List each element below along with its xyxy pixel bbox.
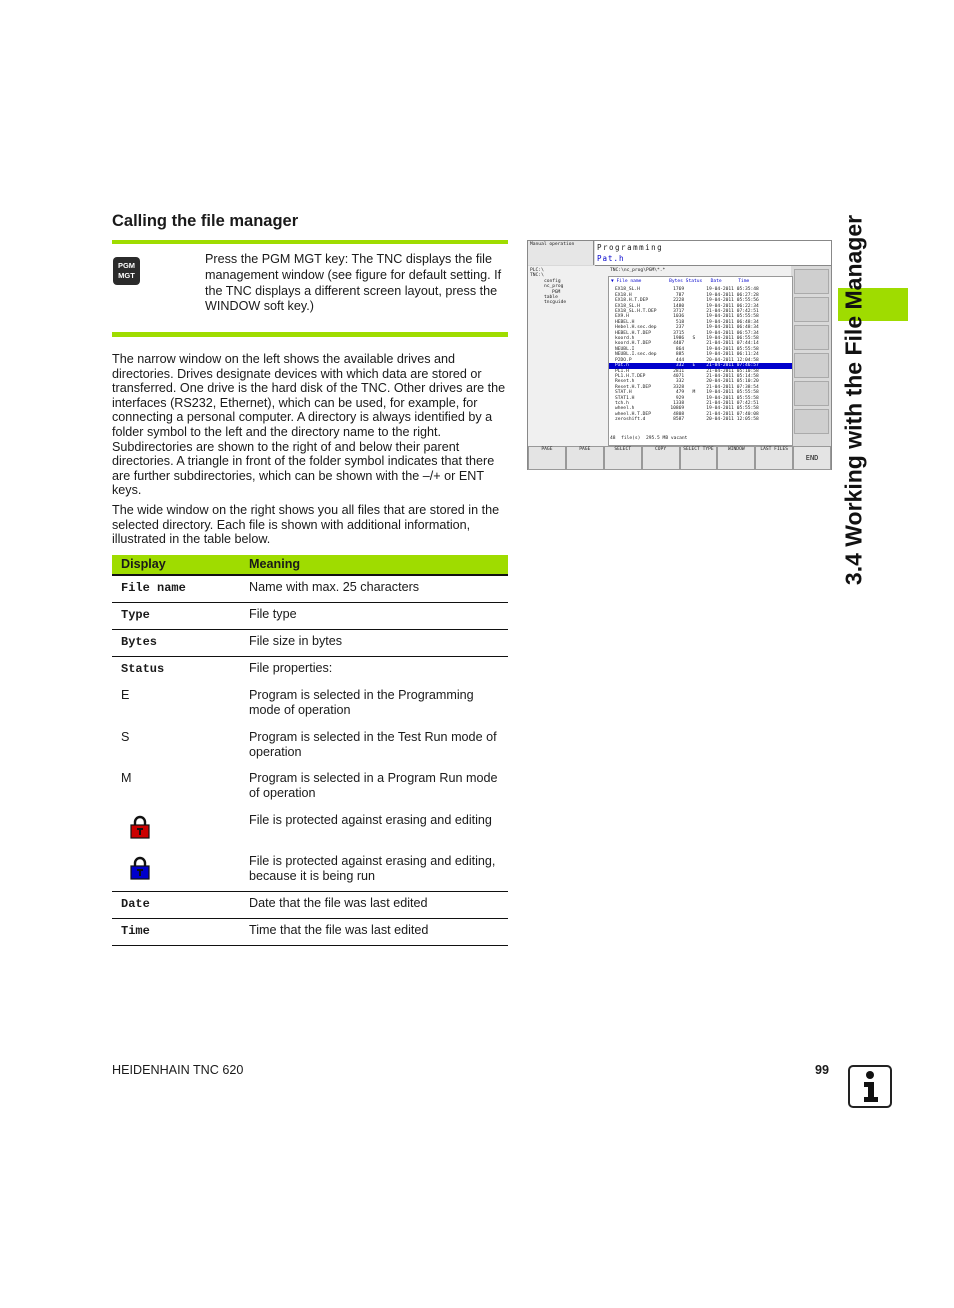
table-row-meaning: Time that the file was last edited [249,923,429,937]
softkey-last-files[interactable]: LAST FILES [755,446,793,470]
softkey-select[interactable]: SELECT [604,446,642,470]
file-row[interactable]: STAT1.H 929 19-04-2011 05:55:58 [615,395,759,401]
pgm-mgt-key-icon [113,257,140,285]
row-divider [112,629,508,630]
section-title: Calling the file manager [112,212,299,230]
table-row-meaning: Program is selected in a Program Run mode of operation [249,771,498,800]
file-row[interactable]: NEUBL.I.sec.dep 885 19-04-2011 06:11:24 [615,352,759,358]
paragraph-drives: The narrow window on the left shows the available drives and directories. Drives designate devices with which data are stored or transferred. One drive is the hard disk of the TNC. Other drives are the interfaces (RS232, Ethernet), which can be used, for example, for connecting a personal computer. A directory is always identified by a folder symbol to the left and the directory name to the right. Subdirectories are shown to the right of and below their parent directories. A triangle in front of the folder symbol indicates that there are further subdirectories, which can be shown with the –/+ or ENT keys. [112,352,506,498]
table-row-display: M [121,771,132,785]
softkey-copy[interactable]: COPY [642,446,680,470]
file-row[interactable]: NEUBL.I 864 19-04-2011 05:55:58 [615,346,759,352]
file-row[interactable]: STAT.H 479 M 19-04-2011 05:55:58 [615,390,759,396]
table-row-meaning: File is protected against erasing and editing, because it is being run [249,854,496,883]
header-display: Display [121,557,166,571]
chapter-side-title-text: 3.4 Working with the File Manager [840,214,867,586]
tree-item[interactable]: TNC:\ [530,273,544,279]
info-glyph-icon [850,1067,890,1106]
tree-item[interactable]: tncguide [544,300,567,306]
tree-item[interactable]: table [544,295,558,301]
mode-title: Programming [597,243,664,252]
info-icon [848,1065,892,1108]
table-row-display: Time [121,924,150,938]
file-row[interactable]: EX18.H 787 19-04-2011 06:27:28 [615,292,759,298]
table-row-meaning: File properties: [249,661,333,675]
softkey-bar [528,446,831,470]
tree-item[interactable]: PLC:\ [530,268,544,273]
file-row[interactable]: EX18_SL.H 1480 19-04-2011 06:22:34 [615,303,759,309]
table-row-meaning: Date that the file was last edited [249,896,428,910]
row-divider [112,918,508,919]
status-line: 48 file(s) 295.5 MB vacant [610,436,688,441]
file-row[interactable]: PL1.H 2811 21-04-2011 05:10:58 [615,368,759,374]
table-row-display: Date [121,897,150,911]
blue-lock-icon [128,856,152,880]
header-meaning: Meaning [249,557,301,571]
file-row[interactable]: zeroshift.d 8587 20-04-2011 12:05:58 [615,417,759,423]
top-divider [112,240,508,244]
file-list-header: ▼ File name Bytes Status Date Time [611,279,750,284]
chapter-side-title [824,210,884,590]
file-row[interactable]: tch.h 1338 21-04-2011 07:42:51 [615,400,759,406]
file-row[interactable]: wheel.H.T.DEP 4808 21-04-2011 07:40:08 [615,411,759,417]
file-row[interactable]: koord.H.T.DEP 4407 21-04-2011 07:44:14 [615,341,759,347]
file-row[interactable]: P2DO.P 444 20-04-2011 12:04:58 [615,357,759,363]
table-row-meaning: Name with max. 25 characters [249,580,420,594]
table-row-meaning: Program is selected in the Programming mode of operation [249,688,474,717]
step-instruction: Press the PGM MGT key: The TNC displays the file management window (see figure for default setting. If the TNC displays a different screen layout, press the WINDOW soft key.) [205,252,502,314]
mode-label: Manual operation [528,241,594,265]
file-row[interactable]: koord.h 1986 S 19-04-2011 06:55:58 [615,336,759,342]
softkey-page-down[interactable]: PAGE [566,446,604,470]
file-manager-screenshot [527,240,832,470]
file-row[interactable]: Hebel.H.sec.dep 237 19-04-2011 06:48:34 [615,325,759,331]
file-list [608,276,793,446]
paragraph-files: The wide window on the right shows you all files that are stored in the selected directory. Each file is shown with additional information, illustrated in the table below. [112,503,500,547]
file-row[interactable]: HEBEL.H.T.DEP 3715 19-04-2011 06:57:34 [615,330,759,336]
table-row-meaning: File size in bytes [249,634,343,648]
table-row-display: Type [121,608,150,622]
tree-item[interactable]: PGM [552,289,561,295]
file-row[interactable]: PL1.H.T.DEP 4071 21-04-2011 05:14:58 [615,373,759,379]
table-row-display: Status [121,662,165,676]
file-row[interactable]: EX18_SL.H 1769 19-04-2011 05:35:48 [615,287,759,293]
table-row-display: File name [121,581,186,595]
row-divider [112,891,508,892]
table-row-display: E [121,688,130,702]
softkey-end[interactable]: END [793,446,831,470]
row-divider [112,656,508,657]
file-row[interactable]: EX18_SL.H.T.DEP 3717 21-04-2011 07:42:51 [615,309,759,315]
file-row[interactable]: wheel.h 10869 19-04-2011 05:55:58 [615,406,759,412]
file-row[interactable]: EX9.H 1036 19-04-2011 05:55:58 [615,314,759,320]
tree-item[interactable]: config [544,278,561,284]
softkey-select-type[interactable]: SELECT TYPE [680,446,718,470]
path-line: TNC:\nc_prog\PGM\*.* [610,268,666,273]
tree-item[interactable]: nc_prog [544,284,564,290]
softkey-page-up[interactable]: PAGE [528,446,566,470]
program-name: Pat.h [597,254,625,263]
file-row[interactable]: EX18.H.T.DEP 2228 19-04-2011 05:55:56 [615,298,759,304]
row-divider [112,945,508,946]
footer-product: HEIDENHAIN TNC 620 [112,1063,244,1077]
table-header [112,555,508,576]
drive-tree [530,268,606,306]
key-label-line-1: PGM [117,261,136,270]
softkey-window[interactable]: WINDOW [717,446,755,470]
file-row[interactable]: Pat.h 332 E 21-04-2011 07:46:57 [609,363,792,368]
table-row-meaning: File is protected against erasing and editing [249,813,492,827]
file-row[interactable]: HEBEL.H 518 19-04-2011 06:48:34 [615,319,759,325]
file-window [528,266,791,446]
red-lock-icon [128,815,152,839]
program-header [595,241,831,266]
row-divider [112,602,508,603]
file-row[interactable]: Reset.h 332 20-04-2011 05:10:20 [615,379,759,385]
page-number: 99 [815,1063,830,1077]
file-rows [609,287,792,422]
table-row-display: Bytes [121,635,158,649]
table-row-meaning: Program is selected in the Test Run mode of operation [249,730,497,759]
key-label-line-2: MGT [118,271,135,280]
table-row-meaning: File type [249,607,297,621]
table-row-display: S [121,730,130,744]
step-divider [112,332,508,337]
file-row[interactable]: Reset.H.T.DEP 3328 21-04-2011 07:38:54 [615,384,759,390]
